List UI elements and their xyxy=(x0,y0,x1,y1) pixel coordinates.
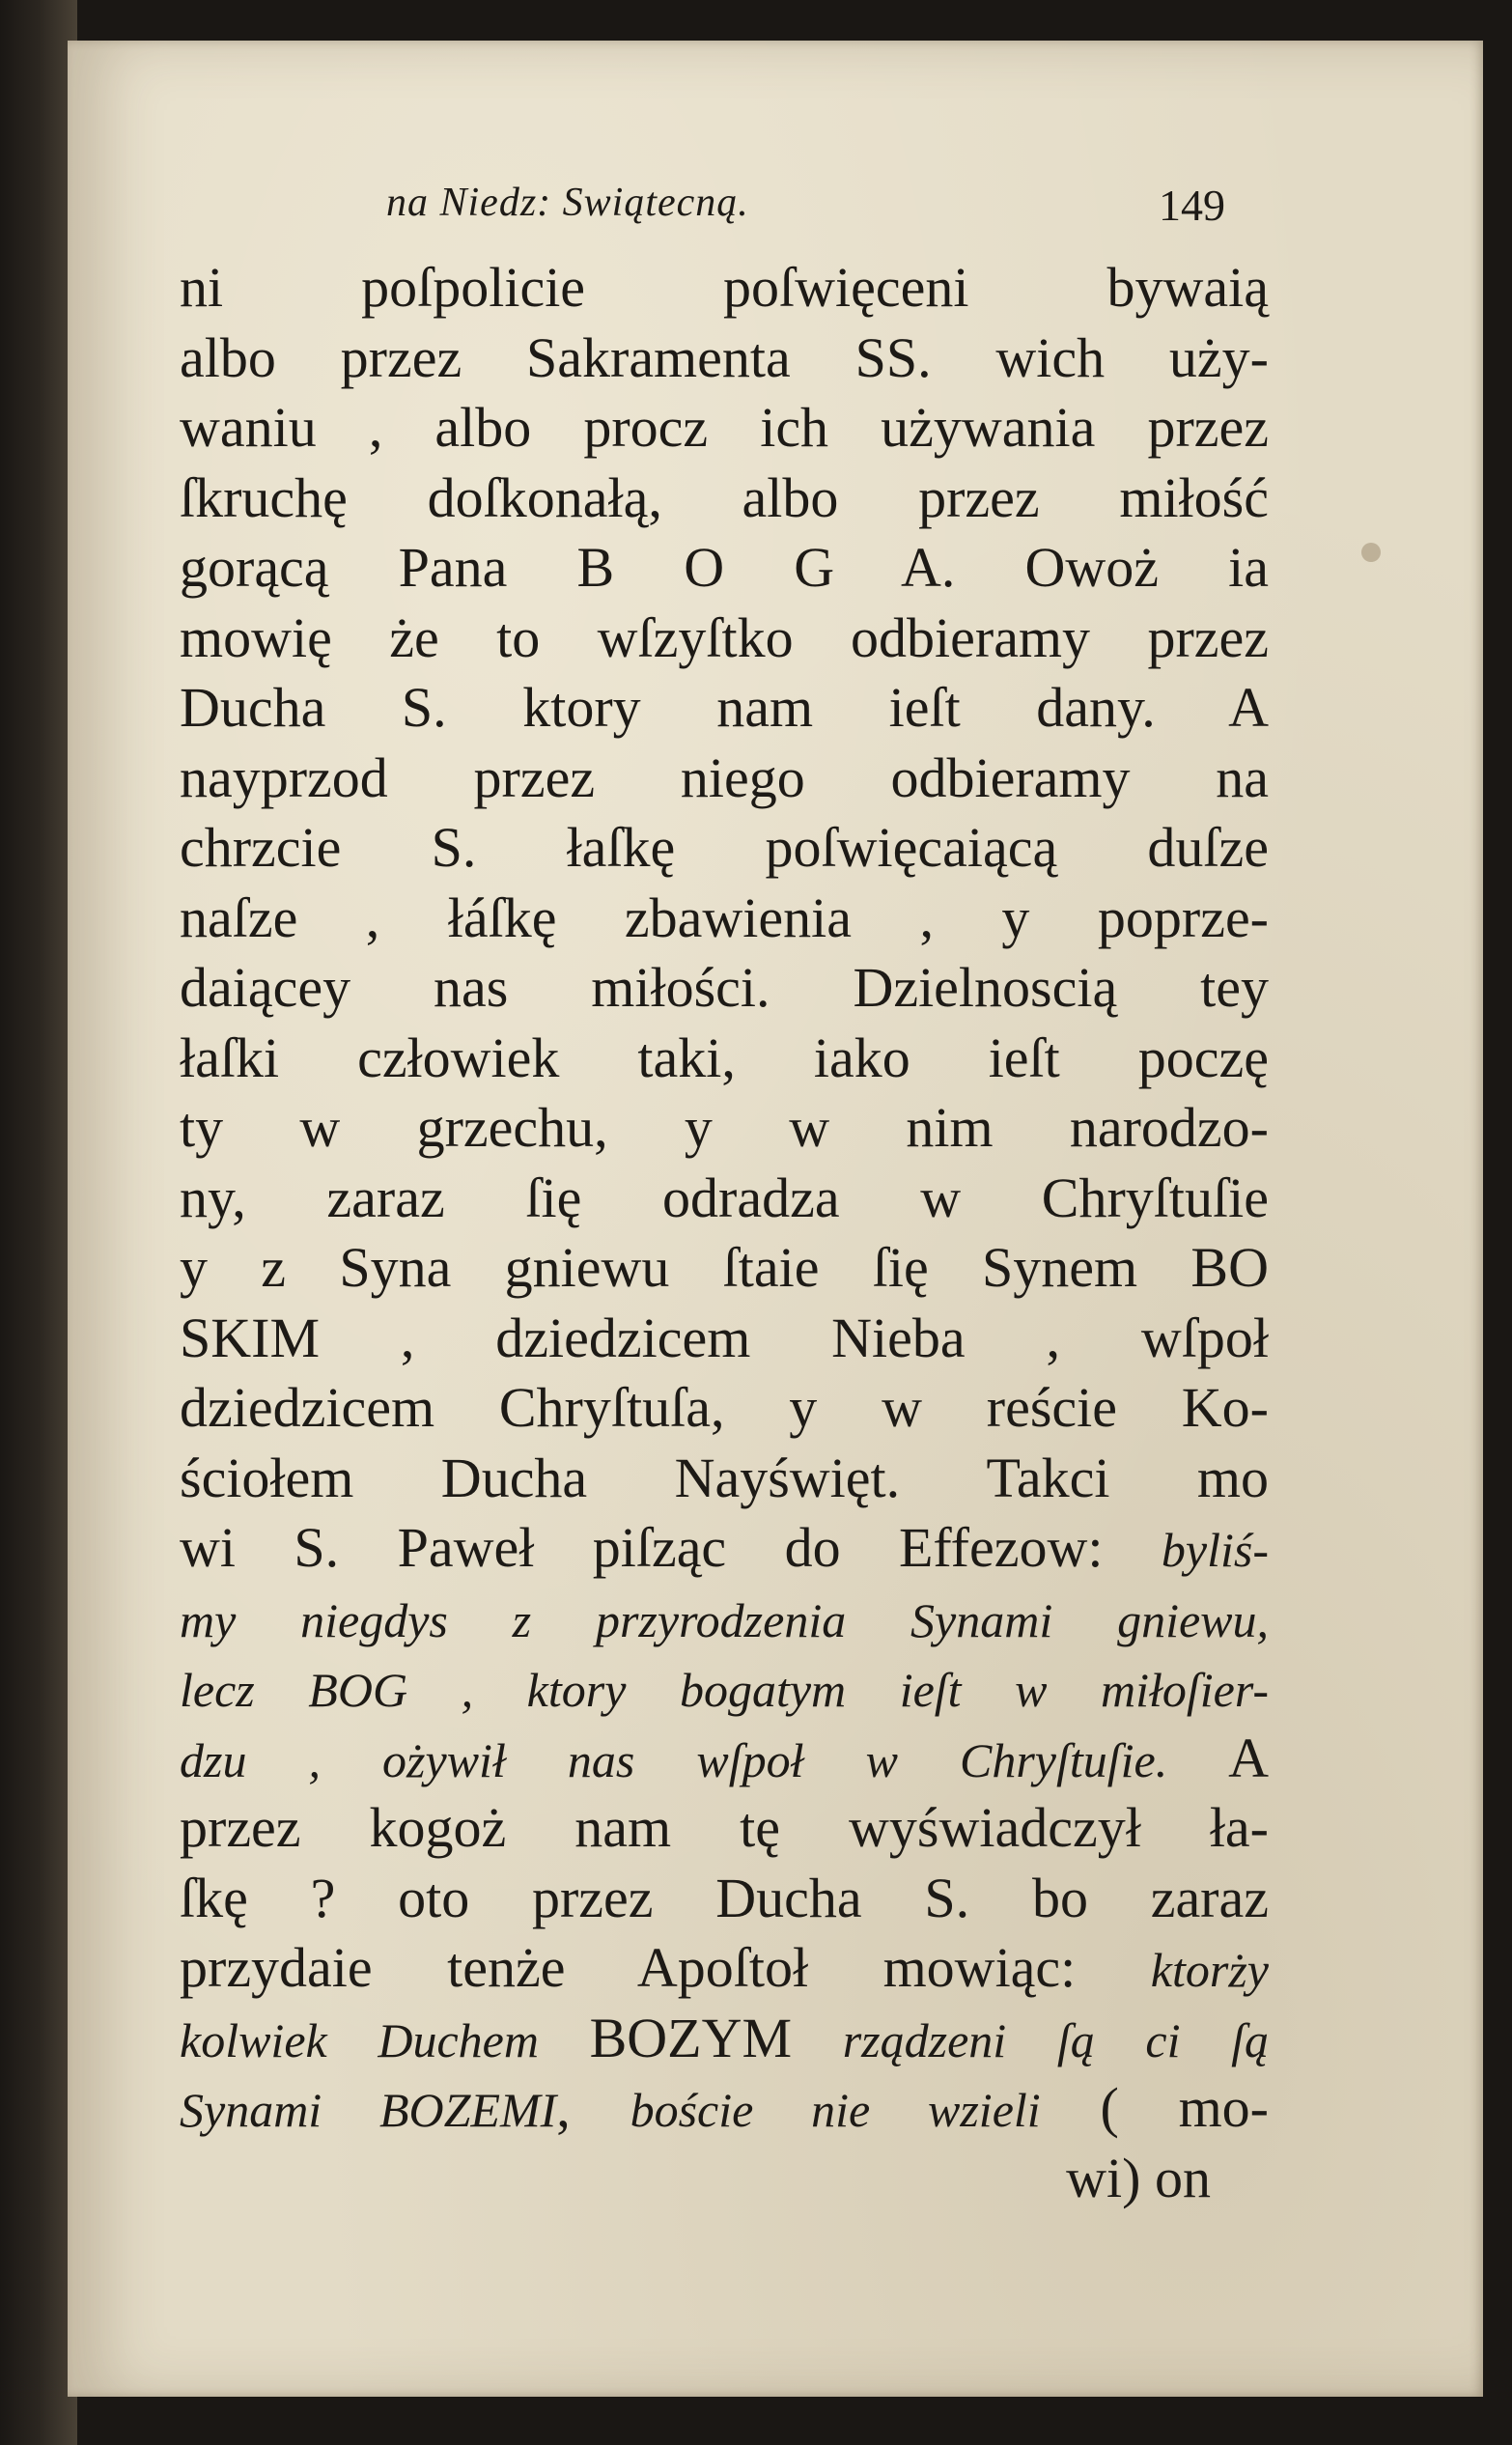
text-line xyxy=(180,673,1269,744)
text-line xyxy=(180,1304,1269,1374)
roman-text: ty w grzechu, y w nim narodzo- xyxy=(180,1096,1269,1159)
text-line xyxy=(180,604,1269,674)
roman-text: A xyxy=(1167,1726,1269,1789)
text-line xyxy=(180,813,1269,884)
text-line xyxy=(180,323,1269,394)
text-line xyxy=(180,953,1269,1024)
roman-text: gorącą Pana B O G A. Owoż ia xyxy=(180,536,1269,599)
italic-text: kolwiek Duchem xyxy=(180,2012,590,2067)
text-line xyxy=(180,1864,1269,1934)
text-line xyxy=(180,744,1269,814)
roman-text: ſkę ? oto przez Ducha S. bo zaraz xyxy=(180,1866,1269,1929)
text-line xyxy=(180,1233,1269,1304)
roman-text: ( mo- xyxy=(1040,2076,1269,2139)
italic-text: byliś- xyxy=(1161,1523,1269,1577)
body-text xyxy=(180,253,1269,2213)
roman-text: naſze , łáſkę zbawienia , y poprze- xyxy=(180,885,1269,949)
text-line xyxy=(180,2004,1269,2074)
text-line xyxy=(180,1373,1269,1444)
text-line xyxy=(180,253,1269,323)
roman-text: nayprzod przez niego odbieramy na xyxy=(180,745,1269,809)
text-line xyxy=(180,1513,1269,1584)
text-line xyxy=(180,1933,1269,2004)
running-head: na Niedz: Swiątecną. xyxy=(386,181,749,225)
roman-text: ściołem Ducha Nayświęt. Takci mo xyxy=(180,1446,1269,1509)
roman-text: Ducha S. ktory nam ieſt dany. A xyxy=(180,676,1269,739)
roman-text: ſkruchę doſkonałą, albo przez miłość xyxy=(180,465,1269,529)
italic-text: ktorży xyxy=(1150,1943,1269,1997)
text-line xyxy=(180,1093,1269,1164)
text-line xyxy=(180,464,1269,534)
roman-text: mowię że to wſzyſtko odbieramy przez xyxy=(180,605,1269,669)
italic-text: rządzeni ſą ci ſą xyxy=(792,2012,1269,2067)
page-header xyxy=(386,180,1303,249)
roman-text: , xyxy=(556,2076,630,2139)
italic-text: lecz BOG , ktory bogatym ieſt w miłoſier- xyxy=(180,1663,1269,1717)
roman-text: SKIM , dziedzicem Nieba , wſpoł xyxy=(180,1306,1269,1369)
roman-text: dziedzicem Chryſtuſa, y w reście Ko- xyxy=(180,1376,1269,1439)
roman-text: waniu , albo procz ich używania przez xyxy=(180,396,1269,459)
text-line xyxy=(180,884,1269,954)
page-number: 149 xyxy=(1159,181,1225,230)
roman-text: ni poſpolicie poſwięceni bywaią xyxy=(180,256,1269,319)
roman-text: przydaie tenże Apoſtoł mowiąc: xyxy=(180,1936,1151,1999)
italic-text: Synami BOZEMI xyxy=(180,2083,557,2137)
text-line xyxy=(180,1444,1269,1514)
roman-text: daiącey nas miłości. Dzielnoscią tey xyxy=(180,956,1269,1019)
roman-text: łaſki człowiek taki, iako ieſt poczę xyxy=(180,1026,1269,1089)
text-line xyxy=(180,1724,1269,1794)
page-stain xyxy=(1361,543,1381,562)
italic-text: boście nie wzieli xyxy=(630,2083,1041,2137)
italic-text: dzu , ożywił nas wſpoł w Chryſtuſie. xyxy=(180,1732,1168,1787)
book-spine xyxy=(0,0,77,2445)
text-line xyxy=(180,2073,1269,2144)
roman-text: BOZYM xyxy=(589,2006,793,2069)
text-line xyxy=(180,393,1269,464)
roman-text: albo przez Sakramenta SS. wich uży- xyxy=(180,325,1269,389)
text-line xyxy=(180,1584,1269,1654)
roman-text: przez kogoż nam tę wyświadczył ła- xyxy=(180,1796,1269,1859)
italic-text: my niegdys z przyrodzenia Synami gniewu, xyxy=(180,1592,1269,1647)
text-line xyxy=(180,1793,1269,1864)
text-line xyxy=(180,533,1269,604)
roman-text: y z Syna gniewu ſtaie ſię Synem BO xyxy=(180,1236,1269,1299)
roman-text: ny, zaraz ſię odradza w Chryſtuſie xyxy=(180,1166,1269,1229)
text-line xyxy=(180,1164,1269,1234)
text-line xyxy=(180,1024,1269,1094)
text-line xyxy=(180,1653,1269,1724)
roman-text: chrzcie S. łaſkę poſwięcaiącą duſze xyxy=(180,816,1269,879)
catchword: wi) on xyxy=(1066,2146,1211,2209)
roman-text: wi S. Paweł piſząc do Effezow: xyxy=(180,1516,1162,1579)
